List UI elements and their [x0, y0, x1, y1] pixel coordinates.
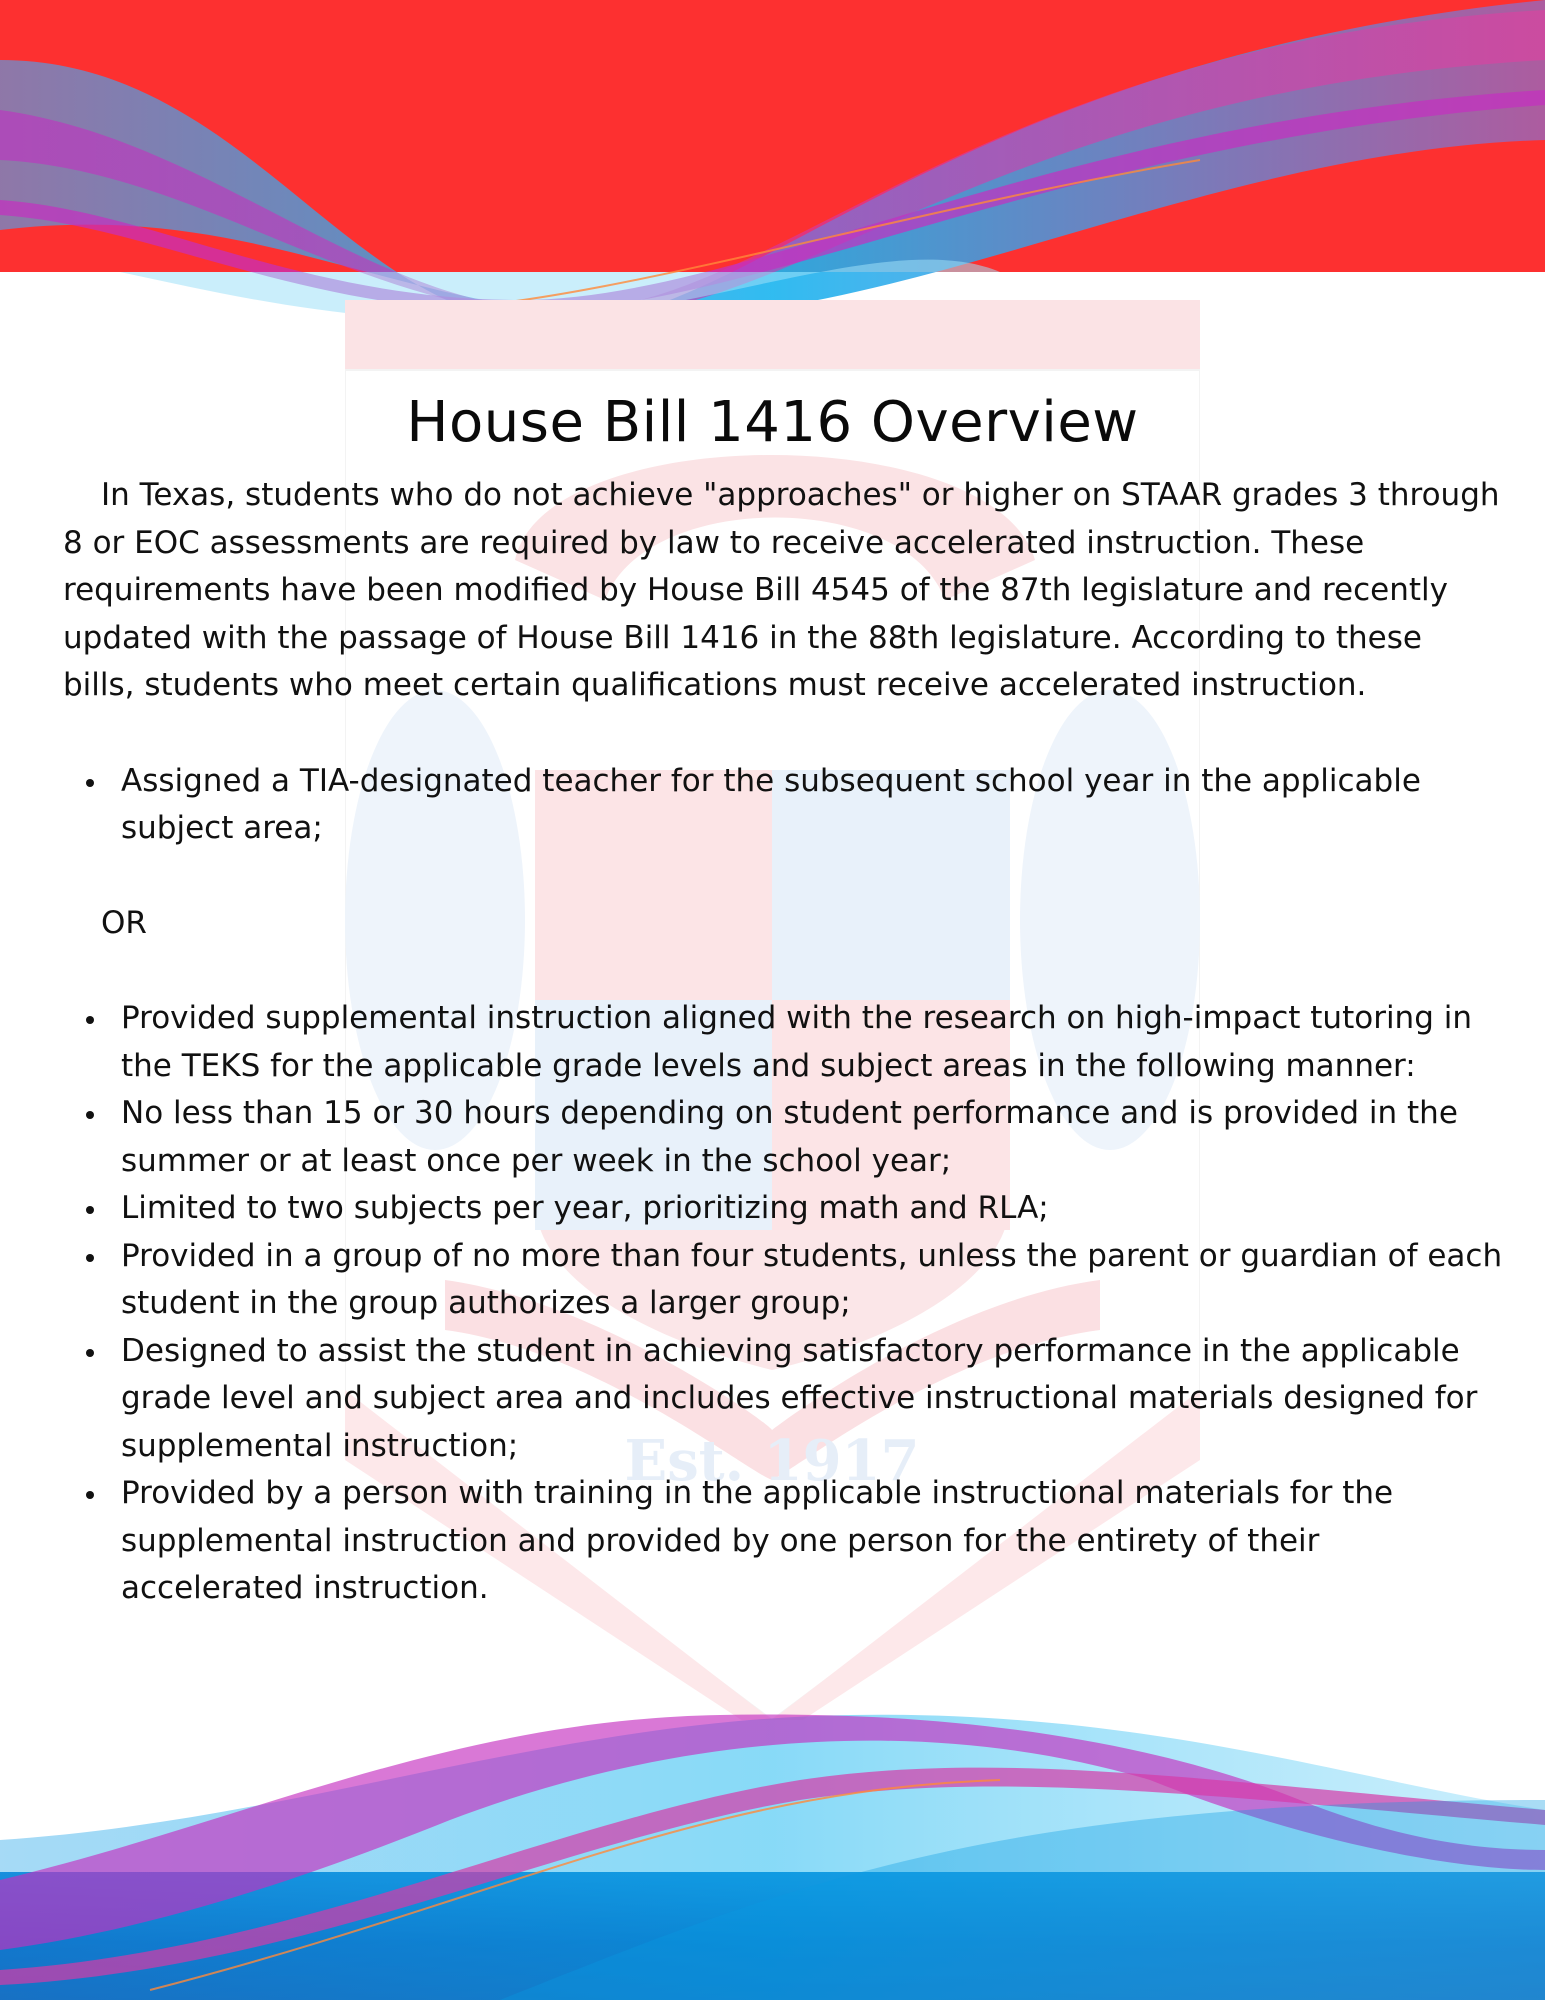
list-item: Limited to two subjects per year, prioritizing math and RLA;	[121, 1185, 1503, 1233]
or-separator: OR	[101, 905, 147, 941]
header-wave-decoration	[0, 0, 1545, 330]
footer-wave-decoration	[0, 1700, 1545, 2000]
list-item: Assigned a TIA-designated teacher for the subsequent school year in the applicable subject area;	[121, 758, 1503, 853]
option-b-list	[63, 995, 1503, 1613]
list-item: Provided by a person with training in the applicable instructional materials for the supplemental instruction and provided by one person for the entirety of their accelerated instruction.	[121, 1470, 1503, 1613]
option-a-list	[63, 758, 1503, 853]
list-item: Designed to assist the student in achieving satisfactory performance in the applicable grade level and subject area and includes effective instructional materials designed for supplemental instruction;	[121, 1328, 1503, 1471]
watermark-established: Est. 1917	[624, 1428, 920, 1494]
document-body	[63, 472, 1503, 1613]
list-item: Provided in a group of no more than four students, unless the parent or guardian of each student in the group authorizes a larger group;	[121, 1233, 1503, 1328]
intro-paragraph: In Texas, students who do not achieve "approaches" or higher on STAAR grades 3 through 8 or EOC assessments are required by law to receive accelerated instruction. These requirements have been modified by House Bill 4545 of the 87th legislature and recently updated with the passage of House Bill 1416 in the 88th legislature. According to these bills, students who meet certain qualifications must receive accelerated instruction.	[63, 477, 1500, 703]
watermark-banner-top	[345, 300, 1200, 370]
list-item: Provided supplemental instruction aligned with the research on high-impact tutoring in the TEKS for the applicable grade levels and subject areas in the following manner:	[121, 995, 1503, 1090]
list-item: No less than 15 or 30 hours depending on student performance and is provided in the summer or at least once per week in the school year;	[121, 1090, 1503, 1185]
page-title: House Bill 1416 Overview	[406, 389, 1139, 455]
